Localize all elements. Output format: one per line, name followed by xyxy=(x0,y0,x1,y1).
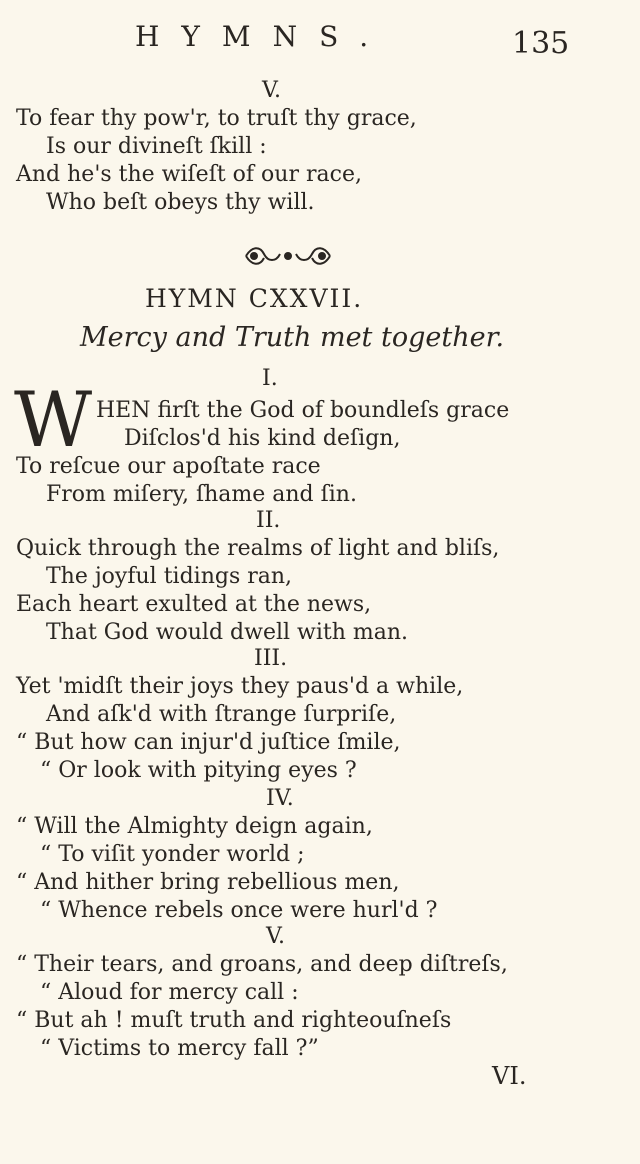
drop-cap: W xyxy=(14,375,93,464)
verse-line: “ Will the Almighty deign again, xyxy=(16,814,373,839)
verse-line: The joyful tidings ran, xyxy=(46,564,293,589)
verse-line: Yet 'midſt their joys they paus'd a while, xyxy=(16,674,464,699)
stanza-label: V. xyxy=(266,924,286,949)
verse-line: “ But how can injur'd juſtice ſmile, xyxy=(16,730,401,755)
verse-line: To fear thy pow'r, to truſt thy grace, xyxy=(16,106,417,131)
verse-line: From miſery, ſhame and ſin. xyxy=(46,482,357,507)
catchword: VI. xyxy=(492,1062,527,1090)
verse-line: And aſk'd with ſtrange ſurpriſe, xyxy=(46,702,397,727)
stanza-label: III. xyxy=(254,646,288,671)
verse-line: “ And hither bring rebellious men, xyxy=(16,870,400,895)
running-head: HYMNS. xyxy=(135,20,391,53)
verse-line: Each heart exulted at the news, xyxy=(16,592,372,617)
verse-line: “ Whence rebels once were hurl'd ? xyxy=(40,898,438,923)
verse-line: “ To viſit yonder world ; xyxy=(40,842,305,867)
verse-line: To reſcue our apoſtate race xyxy=(16,454,321,479)
verse-line: “ Or look with pitying eyes ? xyxy=(40,758,357,783)
verse-line: That God would dwell with man. xyxy=(46,620,409,645)
verse-line: “ Victims to mercy fall ?” xyxy=(40,1036,319,1061)
hymn-subtitle: Mercy and Truth met together. xyxy=(80,322,505,353)
page-number: 135 xyxy=(512,26,570,61)
verse-line: Who beſt obeys thy will. xyxy=(46,190,315,215)
stanza-label: II. xyxy=(256,508,281,533)
stanza-label: I. xyxy=(262,366,278,391)
verse-line: Quick through the realms of light and bliſs, xyxy=(16,536,500,561)
stanza-label: V. xyxy=(262,78,282,103)
verse-line: And he's the wiſeſt of our race, xyxy=(16,162,362,187)
hymn-title: HYMN CXXVII. xyxy=(145,284,364,313)
verse-line: Diſclos'd his kind deſign, xyxy=(124,426,401,451)
verse-line: “ But ah ! muſt truth and righteouſneſs xyxy=(16,1008,452,1033)
verse-line: Is our divineſt ſkill : xyxy=(46,134,267,159)
verse-line: “ Their tears, and groans, and deep diſtreſs, xyxy=(16,952,508,977)
verse-line: “ Aloud for mercy call : xyxy=(40,980,299,1005)
verse-line: HEN firſt the God of boundleſs grace xyxy=(96,398,510,423)
ornament-icon xyxy=(242,240,334,272)
stanza-label: IV. xyxy=(266,786,294,811)
